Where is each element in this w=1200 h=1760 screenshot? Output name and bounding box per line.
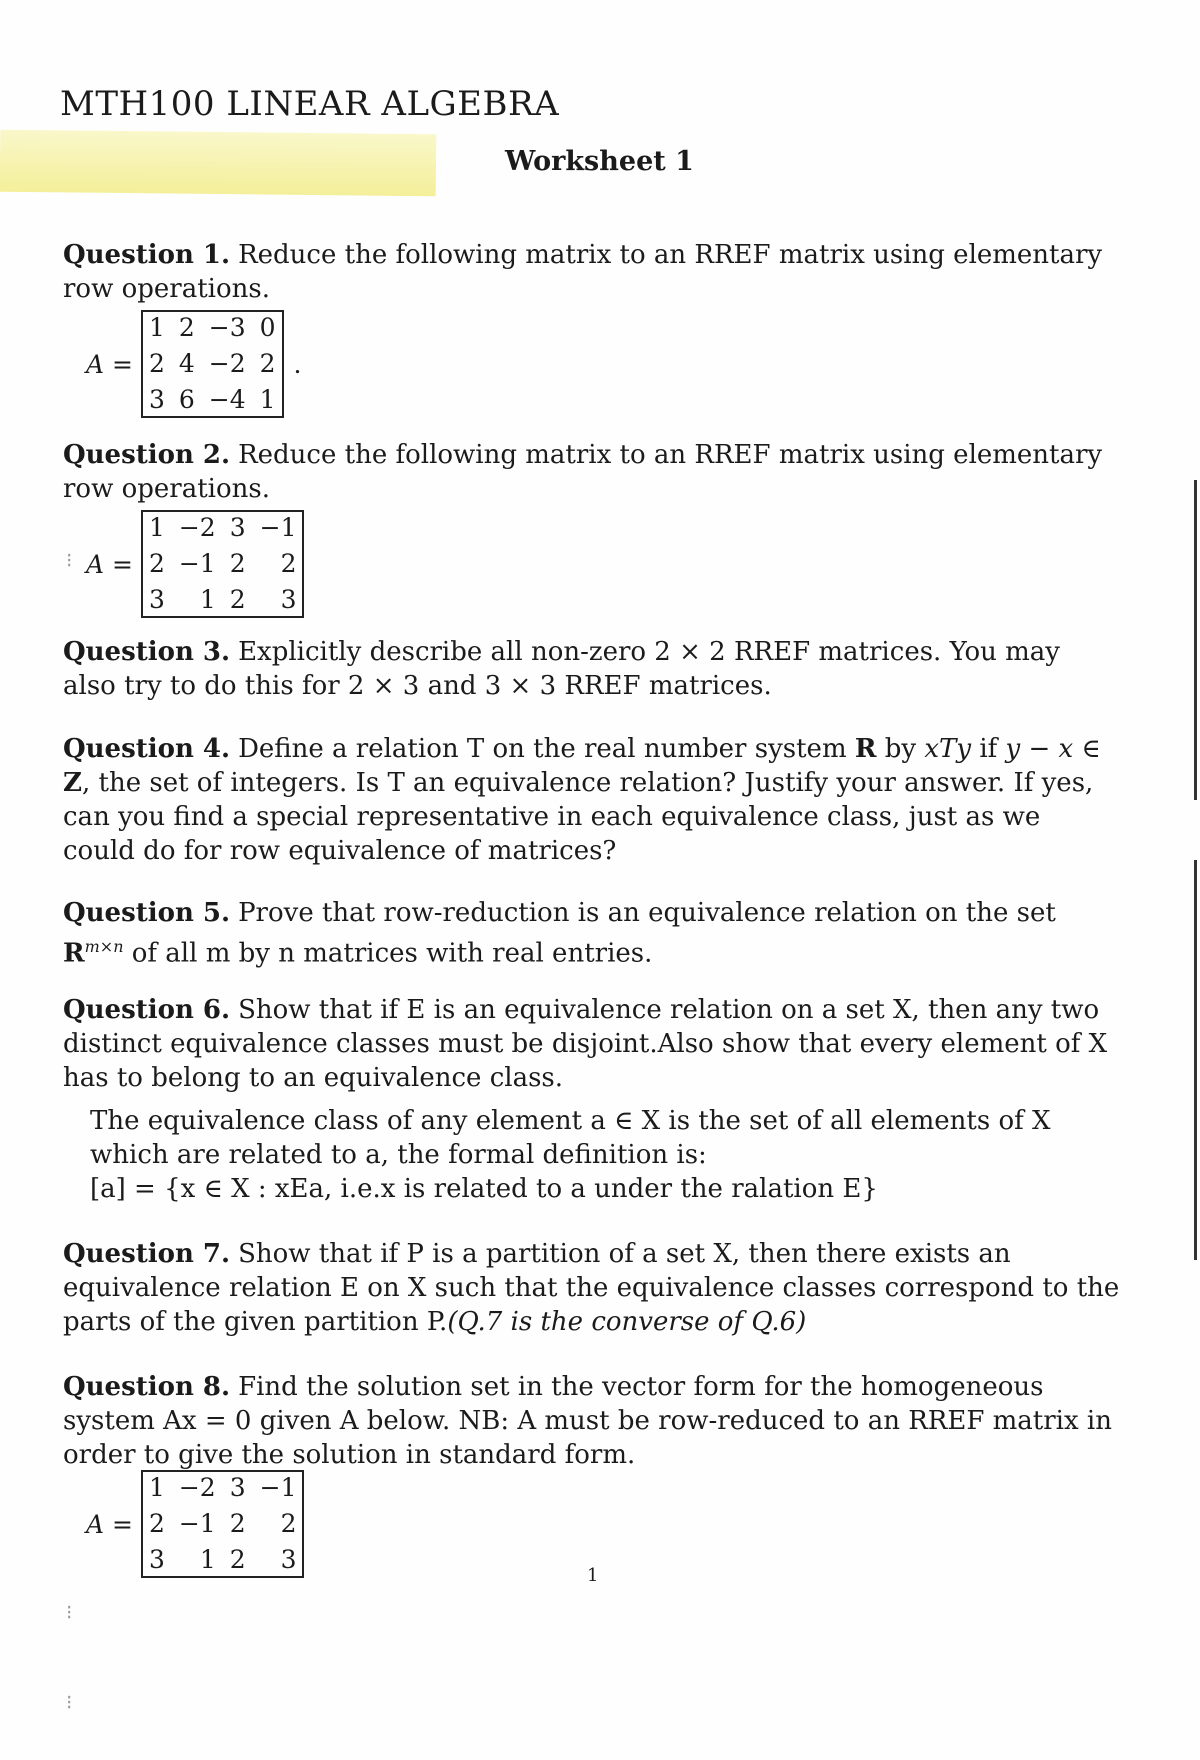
matrix-cell: 2 (148, 549, 165, 578)
question-3-text: Explicitly describe all non-zero 2 × 2 RREF matrices. You may also try to do this for 2 × 3 and 3 × 3 RREF matrices. (63, 637, 1060, 701)
question-5 (63, 896, 1120, 971)
matrix-cell: 3 (148, 1545, 165, 1574)
scan-edge-line (1194, 480, 1197, 800)
matrix-cell: 1 (148, 513, 165, 542)
matrix-cell: 3 (229, 513, 246, 542)
question-5-text-a: Prove that row-reduction is an equivalence relation on the set (238, 898, 1056, 928)
equivalence-class-definition: [a] = {x ∈ X : xEa, i.e.x is related to a under the ralation E} (90, 1174, 878, 1204)
matrix-space-symbol: R (63, 938, 85, 969)
matrix-cell: 2 (229, 585, 246, 614)
matrix-cell: −1 (178, 1509, 216, 1538)
matrix-cell: 2 (229, 1545, 246, 1574)
question-5-text-b: of all m by n matrices with real entries. (123, 938, 653, 969)
scan-mark: ⁝ (66, 1600, 73, 1624)
question-4-heading: Question 4. (63, 734, 231, 764)
matrix-cell: −3 (208, 313, 246, 342)
matrix-q8-body (141, 1470, 305, 1578)
scan-mark: ⁝ (66, 548, 73, 572)
matrix-cell: −4 (208, 385, 246, 414)
page-number: 1 (587, 1565, 599, 1586)
matrix-cell: 0 (259, 313, 276, 342)
scan-mark: ⁝ (66, 1690, 73, 1714)
matrix-q8 (86, 1470, 304, 1578)
question-2-heading: Question 2. (63, 440, 231, 470)
question-5-heading: Question 5. (63, 898, 231, 928)
question-1-text: Reduce the following matrix to an RREF matrix using elementary row operations. (63, 240, 1103, 304)
matrix-cell: 1 (199, 585, 216, 614)
question-6 (63, 993, 1120, 1095)
question-6-heading: Question 6. (63, 995, 231, 1025)
question-8-text: Find the solution set in the vector form for the homogeneous system Ax = 0 given A below. NB: A must be row-reduced to an RREF matrix in order to give the solution in standard form. (63, 1372, 1112, 1470)
question-7-heading: Question 7. (63, 1239, 231, 1269)
matrix-q1-period: . (293, 349, 302, 379)
question-1-heading: Question 1. (63, 240, 231, 270)
matrix-cell: −1 (259, 513, 297, 542)
matrix-q1-label: A = (86, 349, 133, 379)
matrix-cell: −2 (178, 513, 216, 542)
matrix-cell: 1 (148, 1473, 165, 1502)
matrix-cell: 1 (148, 313, 165, 342)
question-8 (63, 1370, 1120, 1472)
matrix-q1 (86, 310, 301, 418)
matrix-q8-label: A = (86, 1509, 133, 1539)
matrix-cell: 4 (178, 349, 195, 378)
matrix-cell: 1 (259, 385, 276, 414)
matrix-cell: 2 (229, 1509, 246, 1538)
matrix-cell: −2 (178, 1473, 216, 1502)
scan-edge-line (1194, 860, 1197, 1260)
equivalence-class-note: The equivalence class of any element a ∈ X is the set of all elements of X which are related to a, the formal definition is: (90, 1106, 1051, 1170)
question-2 (63, 438, 1120, 506)
highlighter-mark (0, 130, 436, 197)
matrix-cell: 1 (199, 1545, 216, 1574)
matrix-cell: 2 (148, 349, 165, 378)
question-4-text-c: if (971, 734, 1006, 764)
question-6-text: Show that if E is an equivalence relation on a set X, then any two distinct equivalence classes must be disjoint.Also show that every element of X has to belong to an equivalence class. (63, 995, 1108, 1093)
question-4-text-d: , the set of integers. Is T an equivalence relation? Justify your answer. If yes, can you find a special representative in each equivalence class, just as we could do for row equivalence of matrices? (63, 768, 1094, 866)
matrix-cell: 6 (178, 385, 195, 414)
matrix-cell: −2 (208, 349, 246, 378)
question-8-heading: Question 8. (63, 1372, 231, 1402)
matrix-cell: 3 (280, 585, 297, 614)
matrix-cell: 3 (148, 585, 165, 614)
question-4-condition: y − x ∈ (1005, 734, 1101, 764)
matrix-cell: 3 (148, 385, 165, 414)
matrix-cell: 2 (280, 549, 297, 578)
question-1 (63, 238, 1120, 306)
question-3-heading: Question 3. (63, 637, 231, 667)
matrix-cell: −1 (178, 549, 216, 578)
matrix-cell: 2 (280, 1509, 297, 1538)
matrix-cell: −1 (259, 1473, 297, 1502)
matrix-q2 (86, 510, 304, 618)
matrix-q2-label: A = (86, 549, 133, 579)
matrix-q2-body (141, 510, 305, 618)
question-3 (63, 635, 1120, 703)
real-number-symbol: R (854, 734, 877, 764)
question-7-text: Show that if P is a partition of a set X, then there exists an equivalence relation E on X such that the equivalence classes correspond to the parts of the given partition P. (63, 1239, 1120, 1337)
matrix-cell: 3 (280, 1545, 297, 1574)
question-4-text-b: by (876, 734, 925, 764)
matrix-q1-body (141, 310, 284, 418)
question-4 (63, 732, 1120, 868)
question-4-text-a: Define a relation T on the real number system (238, 734, 855, 764)
matrix-cell: 2 (148, 1509, 165, 1538)
matrix-cell: 2 (259, 349, 276, 378)
matrix-cell: 2 (229, 549, 246, 578)
matrix-cell: 3 (229, 1473, 246, 1502)
question-4-relation: xTy (924, 734, 972, 764)
integer-symbol: Z (63, 768, 82, 798)
question-2-text: Reduce the following matrix to an RREF matrix using elementary row operations. (63, 440, 1103, 504)
question-7-remark: (Q.7 is the converse of Q.6) (447, 1307, 807, 1337)
course-title: MTH100 LINEAR ALGEBRA (60, 84, 560, 124)
matrix-space-exponent: m×n (84, 937, 124, 956)
worksheet-title: Worksheet 1 (505, 146, 694, 177)
question-7 (63, 1237, 1120, 1339)
matrix-cell: 2 (178, 313, 195, 342)
